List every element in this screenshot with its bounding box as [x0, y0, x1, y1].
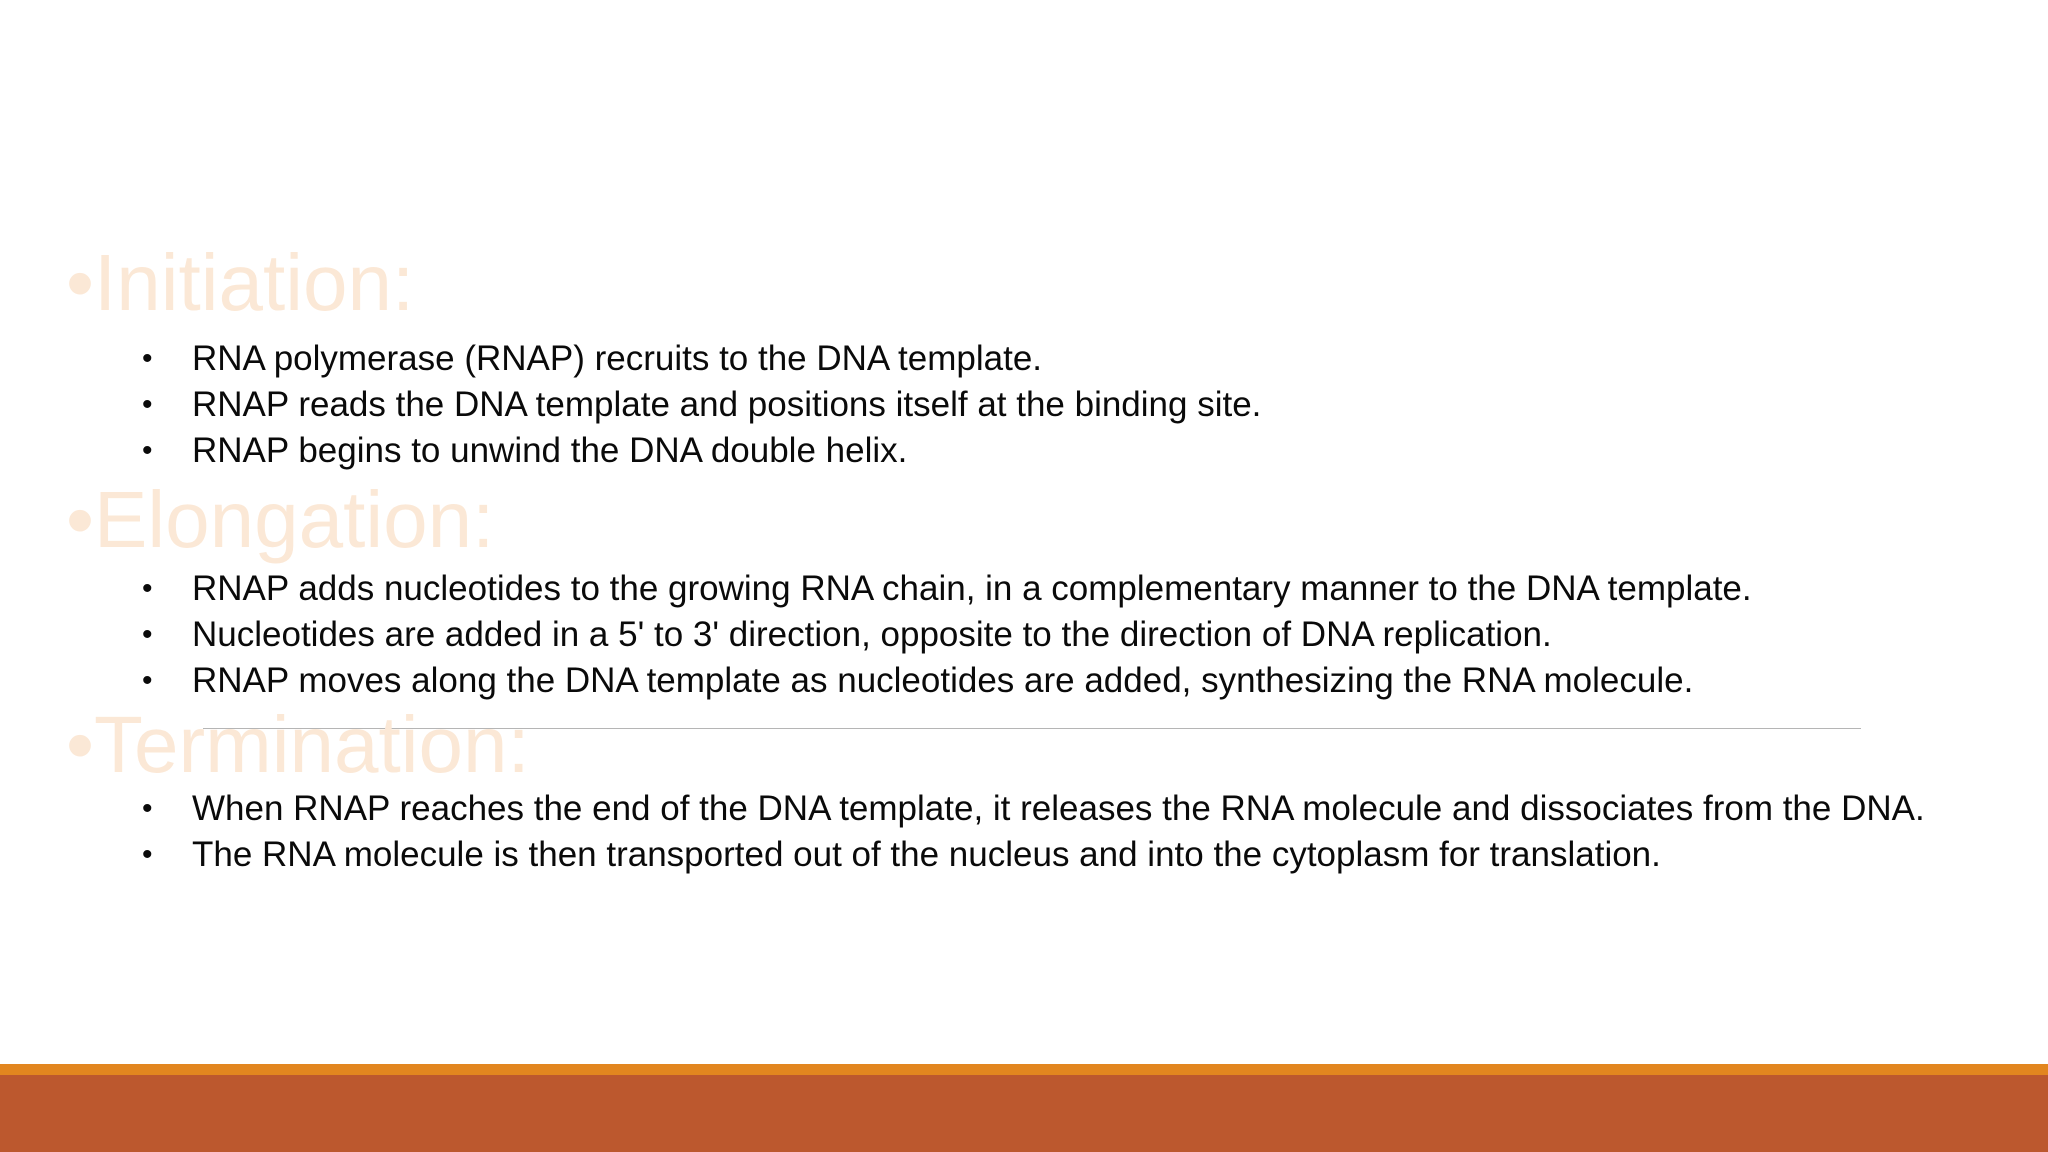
bullet-icon: • [142, 388, 153, 421]
bullet-text: Nucleotides are added in a 5' to 3' direction, opposite to the direction of DNA replication. [192, 615, 1552, 654]
bullet-text: The RNA molecule is then transported out of the nucleus and into the cytoplasm for translation. [192, 835, 1661, 874]
bullet-icon: • [142, 572, 153, 605]
bullet-text: RNA polymerase (RNAP) recruits to the DNA template. [192, 339, 1043, 378]
list-item [0, 336, 2048, 382]
bullet-text: When RNAP reaches the end of the DNA template, it releases the RNA molecule and dissociates from the DNA. [192, 789, 1925, 828]
list-item [0, 428, 2048, 474]
bullet-text: RNAP reads the DNA template and positions itself at the binding site. [192, 385, 1262, 424]
list-item [0, 612, 2048, 658]
bullet-icon: • [142, 434, 153, 467]
list-item [0, 566, 2048, 612]
footer-accent-stripe [0, 1064, 2048, 1075]
bullet-icon: • [142, 792, 153, 825]
bullet-text: RNAP moves along the DNA template as nucleotides are added, synthesizing the RNA molecule. [192, 661, 1694, 700]
bullet-text: RNAP begins to unwind the DNA double helix. [192, 431, 908, 470]
termination-bullet-list [0, 786, 2048, 878]
list-item [0, 658, 2048, 704]
section-heading-initiation: •Initiation: [66, 238, 415, 327]
bullet-text: RNAP adds nucleotides to the growing RNA chain, in a complementary manner to the DNA template. [192, 569, 1752, 608]
list-item [0, 382, 2048, 428]
initiation-bullet-list [0, 336, 2048, 474]
bullet-icon: • [142, 838, 153, 871]
list-item [0, 832, 2048, 878]
section-heading-elongation: •Elongation: [66, 475, 495, 564]
list-item [0, 786, 2048, 832]
footer-bar [0, 1075, 2048, 1152]
bullet-icon: • [142, 342, 153, 375]
bullet-icon: • [142, 664, 153, 697]
elongation-bullet-list [0, 566, 2048, 704]
section-heading-termination: •Termination: [66, 700, 530, 789]
bullet-icon: • [142, 618, 153, 651]
